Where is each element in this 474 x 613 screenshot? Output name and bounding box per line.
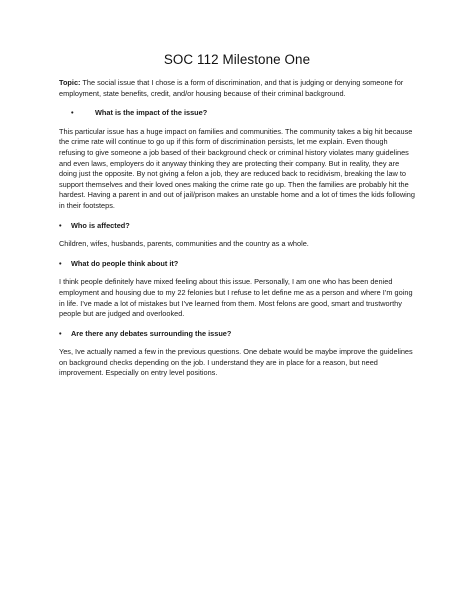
question-debates xyxy=(59,329,415,340)
answer-affected: Children, wifes, husbands, parents, communities and the country as a whole. xyxy=(59,239,309,249)
topic-paragraph xyxy=(59,78,415,99)
document-title: SOC 112 Milestone One xyxy=(163,52,311,67)
question-impact-text: What is the impact of the issue? xyxy=(95,108,208,118)
question-affected-text: Who is affected? xyxy=(71,220,130,230)
bullet-icon: • xyxy=(59,328,62,338)
answer-impact: This particular issue has a huge impact on families and communities. The community takes a big hit because the crime rate will continue to go up if this form of discrimination persists, let me explain. Even though refusing to give someone a job based of their background check or criminal history violates many guidelines and even laws, employers do it anyway thinking they are protecting their company. But in reality, they are doing just the opposite. By not giving a felon a job, they are reduced back to recidivism, breaking the law to support themselves and their loved ones making the crime rate go up. Then the families are probably hit the hardest. Having a parent in and out of jail/prison makes an unstable home and a lot of times the kids following in their footsteps. xyxy=(59,126,415,210)
question-opinions-text: What do people think about it? xyxy=(71,258,179,268)
bullet-icon: • xyxy=(71,108,74,118)
question-affected xyxy=(59,221,415,232)
topic-text: The social issue that I chose is a form of discrimination, and that is judging or denying someone for employment, state benefits, credit, and/or housing because of their criminal background. xyxy=(59,78,404,98)
bullet-icon: • xyxy=(59,258,62,268)
answer-opinions: I think people definitely have mixed feeling about this issue. Personally, I am one who has been denied employment and housing due to my 22 felonies but I refuse to let define me as a person and where I’m going in life. I’ve made a lot of mistakes but I’ve learned from them. Most felons are good, smart and trustworthy people but are judged and overlooked. xyxy=(59,277,413,319)
question-debates-text: Are there any debates surrounding the issue? xyxy=(71,328,232,338)
question-opinions xyxy=(59,259,415,270)
topic-label: Topic: xyxy=(59,78,81,87)
answer-debates: Yes, Ive actually named a few in the previous questions. One debate would be maybe improve the guidelines on background checks depending on the job. I understand they are in place for a reason, but need improvement. Especially on entry level positions. xyxy=(59,347,413,378)
question-impact xyxy=(59,108,415,119)
bullet-icon: • xyxy=(59,220,62,230)
